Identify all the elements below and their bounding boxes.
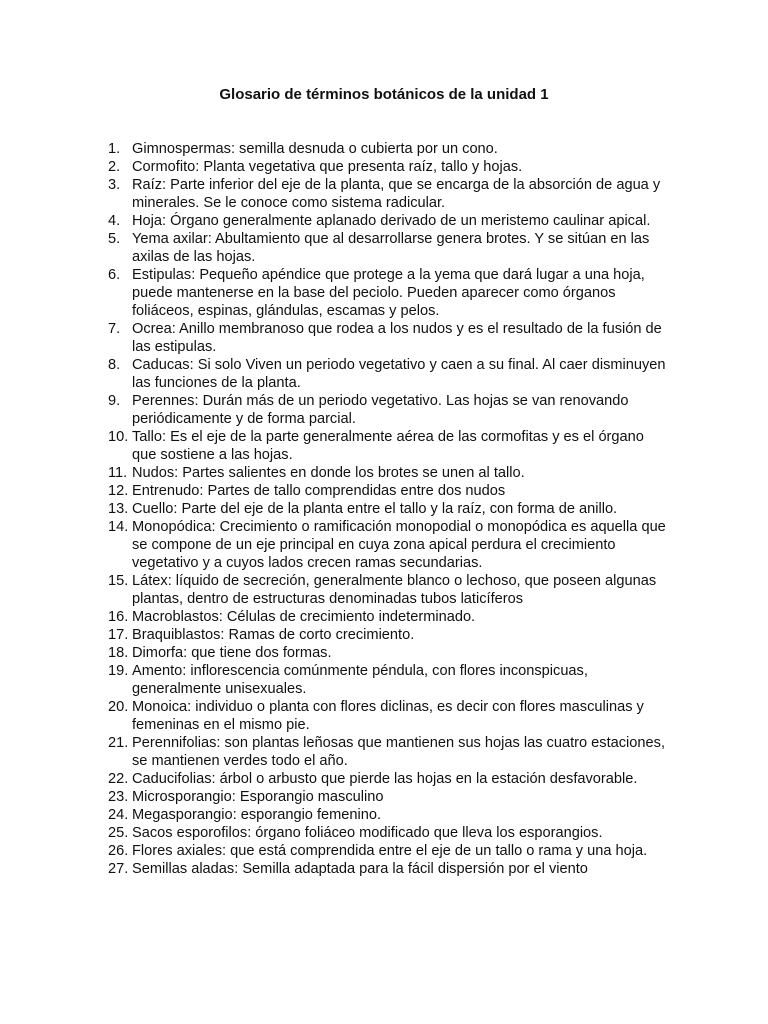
list-item [108, 860, 668, 878]
item-number: 20. [108, 699, 129, 715]
item-number: 13. [108, 501, 129, 517]
list-item [108, 464, 668, 482]
item-text: Látex: líquido de secreción, generalmente blanco o lechoso, que poseen algunas plantas, dentro de estructuras denominadas tubos laticíferos [132, 573, 657, 607]
list-item [108, 824, 668, 842]
list-item [108, 212, 668, 230]
item-text: Cuello: Parte del eje de la planta entre el tallo y la raíz, con forma de anillo. [132, 501, 618, 517]
item-number: 3. [108, 177, 121, 193]
list-item [108, 608, 668, 626]
item-text: Amento: inflorescencia comúnmente péndula, con flores inconspicuas, generalmente unisexuales. [132, 663, 588, 697]
item-text: Monopódica: Crecimiento o ramificación monopodial o monopódica es aquella que se compone de un eje principal en cuya zona apical perdura el crecimiento vegetativo y a cuyos lados crecen ramas secundarias. [132, 519, 666, 571]
item-text: Cormofito: Planta vegetativa que presenta raíz, tallo y hojas. [132, 159, 523, 175]
list-item [108, 176, 668, 212]
item-number: 7. [108, 321, 121, 337]
page-title: Glosario de términos botánicos de la unidad 1 [219, 86, 549, 103]
item-number: 18. [108, 645, 129, 661]
item-number: 9. [108, 393, 121, 409]
glossary-list [108, 140, 668, 878]
item-text: Macroblastos: Células de crecimiento indeterminado. [132, 609, 476, 625]
item-text: Ocrea: Anillo membranoso que rodea a los nudos y es el resultado de la fusión de las estipulas. [132, 321, 662, 355]
item-text: Caducifolias: árbol o arbusto que pierde las hojas en la estación desfavorable. [132, 771, 638, 787]
list-item [108, 158, 668, 176]
list-item [108, 266, 668, 320]
item-number: 1. [108, 141, 121, 157]
item-text: Tallo: Es el eje de la parte generalmente aérea de las cormofitas y es el órgano que sostiene a las hojas. [132, 429, 644, 463]
list-item [108, 626, 668, 644]
item-text: Dimorfa: que tiene dos formas. [132, 645, 332, 661]
item-number: 8. [108, 357, 121, 373]
item-number: 15. [108, 573, 129, 589]
item-text: Microsporangio: Esporangio masculino [132, 789, 384, 805]
item-text: Semillas aladas: Semilla adaptada para la fácil dispersión por el viento [132, 861, 588, 877]
list-item [108, 788, 668, 806]
item-number: 21. [108, 735, 129, 751]
item-text: Nudos: Partes salientes en donde los brotes se unen al tallo. [132, 465, 525, 481]
item-text: Perennes: Durán más de un periodo vegetativo. Las hojas se van renovando periódicamente y de forma parcial. [132, 393, 629, 427]
item-number: 12. [108, 483, 129, 499]
item-number: 19. [108, 663, 129, 679]
item-number: 17. [108, 627, 129, 643]
list-item [108, 356, 668, 392]
list-item [108, 428, 668, 464]
item-number: 5. [108, 231, 121, 247]
item-number: 24. [108, 807, 129, 823]
list-item [108, 500, 668, 518]
item-text: Caducas: Si solo Viven un periodo vegetativo y caen a su final. Al caer disminuyen las funciones de la planta. [132, 357, 666, 391]
list-item [108, 698, 668, 734]
item-number: 22. [108, 771, 129, 787]
item-number: 25. [108, 825, 129, 841]
list-item [108, 806, 668, 824]
list-item [108, 482, 668, 500]
list-item [108, 392, 668, 428]
item-number: 2. [108, 159, 121, 175]
list-item [108, 230, 668, 266]
item-text: Monoica: individuo o planta con flores diclinas, es decir con flores masculinas y femeninas en el mismo pie. [132, 699, 644, 733]
item-text: Perennifolias: son plantas leñosas que mantienen sus hojas las cuatro estaciones, se mantienen verdes todo el año. [132, 735, 665, 769]
list-item [108, 644, 668, 662]
item-number: 23. [108, 789, 129, 805]
item-text: Flores axiales: que está comprendida entre el eje de un tallo o rama y una hoja. [132, 843, 648, 859]
item-number: 4. [108, 213, 121, 229]
item-number: 11. [108, 465, 128, 481]
list-item [108, 770, 668, 788]
list-item [108, 734, 668, 770]
item-number: 6. [108, 267, 121, 283]
list-item [108, 842, 668, 860]
item-text: Estipulas: Pequeño apéndice que protege a la yema que dará lugar a una hoja, puede mantenerse en la base del peciolo. Pueden aparecer como órganos foliáceos, espinas, glándulas, escamas y pelos. [132, 267, 645, 319]
item-text: Megasporangio: esporangio femenino. [132, 807, 382, 823]
item-number: 26. [108, 843, 129, 859]
item-text: Braquiblastos: Ramas de corto crecimiento. [132, 627, 415, 643]
item-text: Hoja: Órgano generalmente aplanado derivado de un meristemo caulinar apical. [132, 213, 651, 229]
item-text: Raíz: Parte inferior del eje de la planta, que se encarga de la absorción de agua y minerales. Se le conoce como sistema radicular. [132, 177, 661, 211]
list-item [108, 662, 668, 698]
list-item [108, 140, 668, 158]
list-item [108, 320, 668, 356]
item-text: Gimnospermas: semilla desnuda o cubierta por un cono. [132, 141, 498, 157]
item-text: Sacos esporofilos: órgano foliáceo modificado que lleva los esporangios. [132, 825, 603, 841]
list-item [108, 572, 668, 608]
item-text: Entrenudo: Partes de tallo comprendidas entre dos nudos [132, 483, 506, 499]
item-number: 14. [108, 519, 129, 535]
item-number: 10. [108, 429, 129, 445]
item-text: Yema axilar: Abultamiento que al desarrollarse genera brotes. Y se sitúan en las axilas de las hojas. [132, 231, 650, 265]
list-item [108, 518, 668, 572]
item-number: 27. [108, 861, 129, 877]
item-number: 16. [108, 609, 129, 625]
